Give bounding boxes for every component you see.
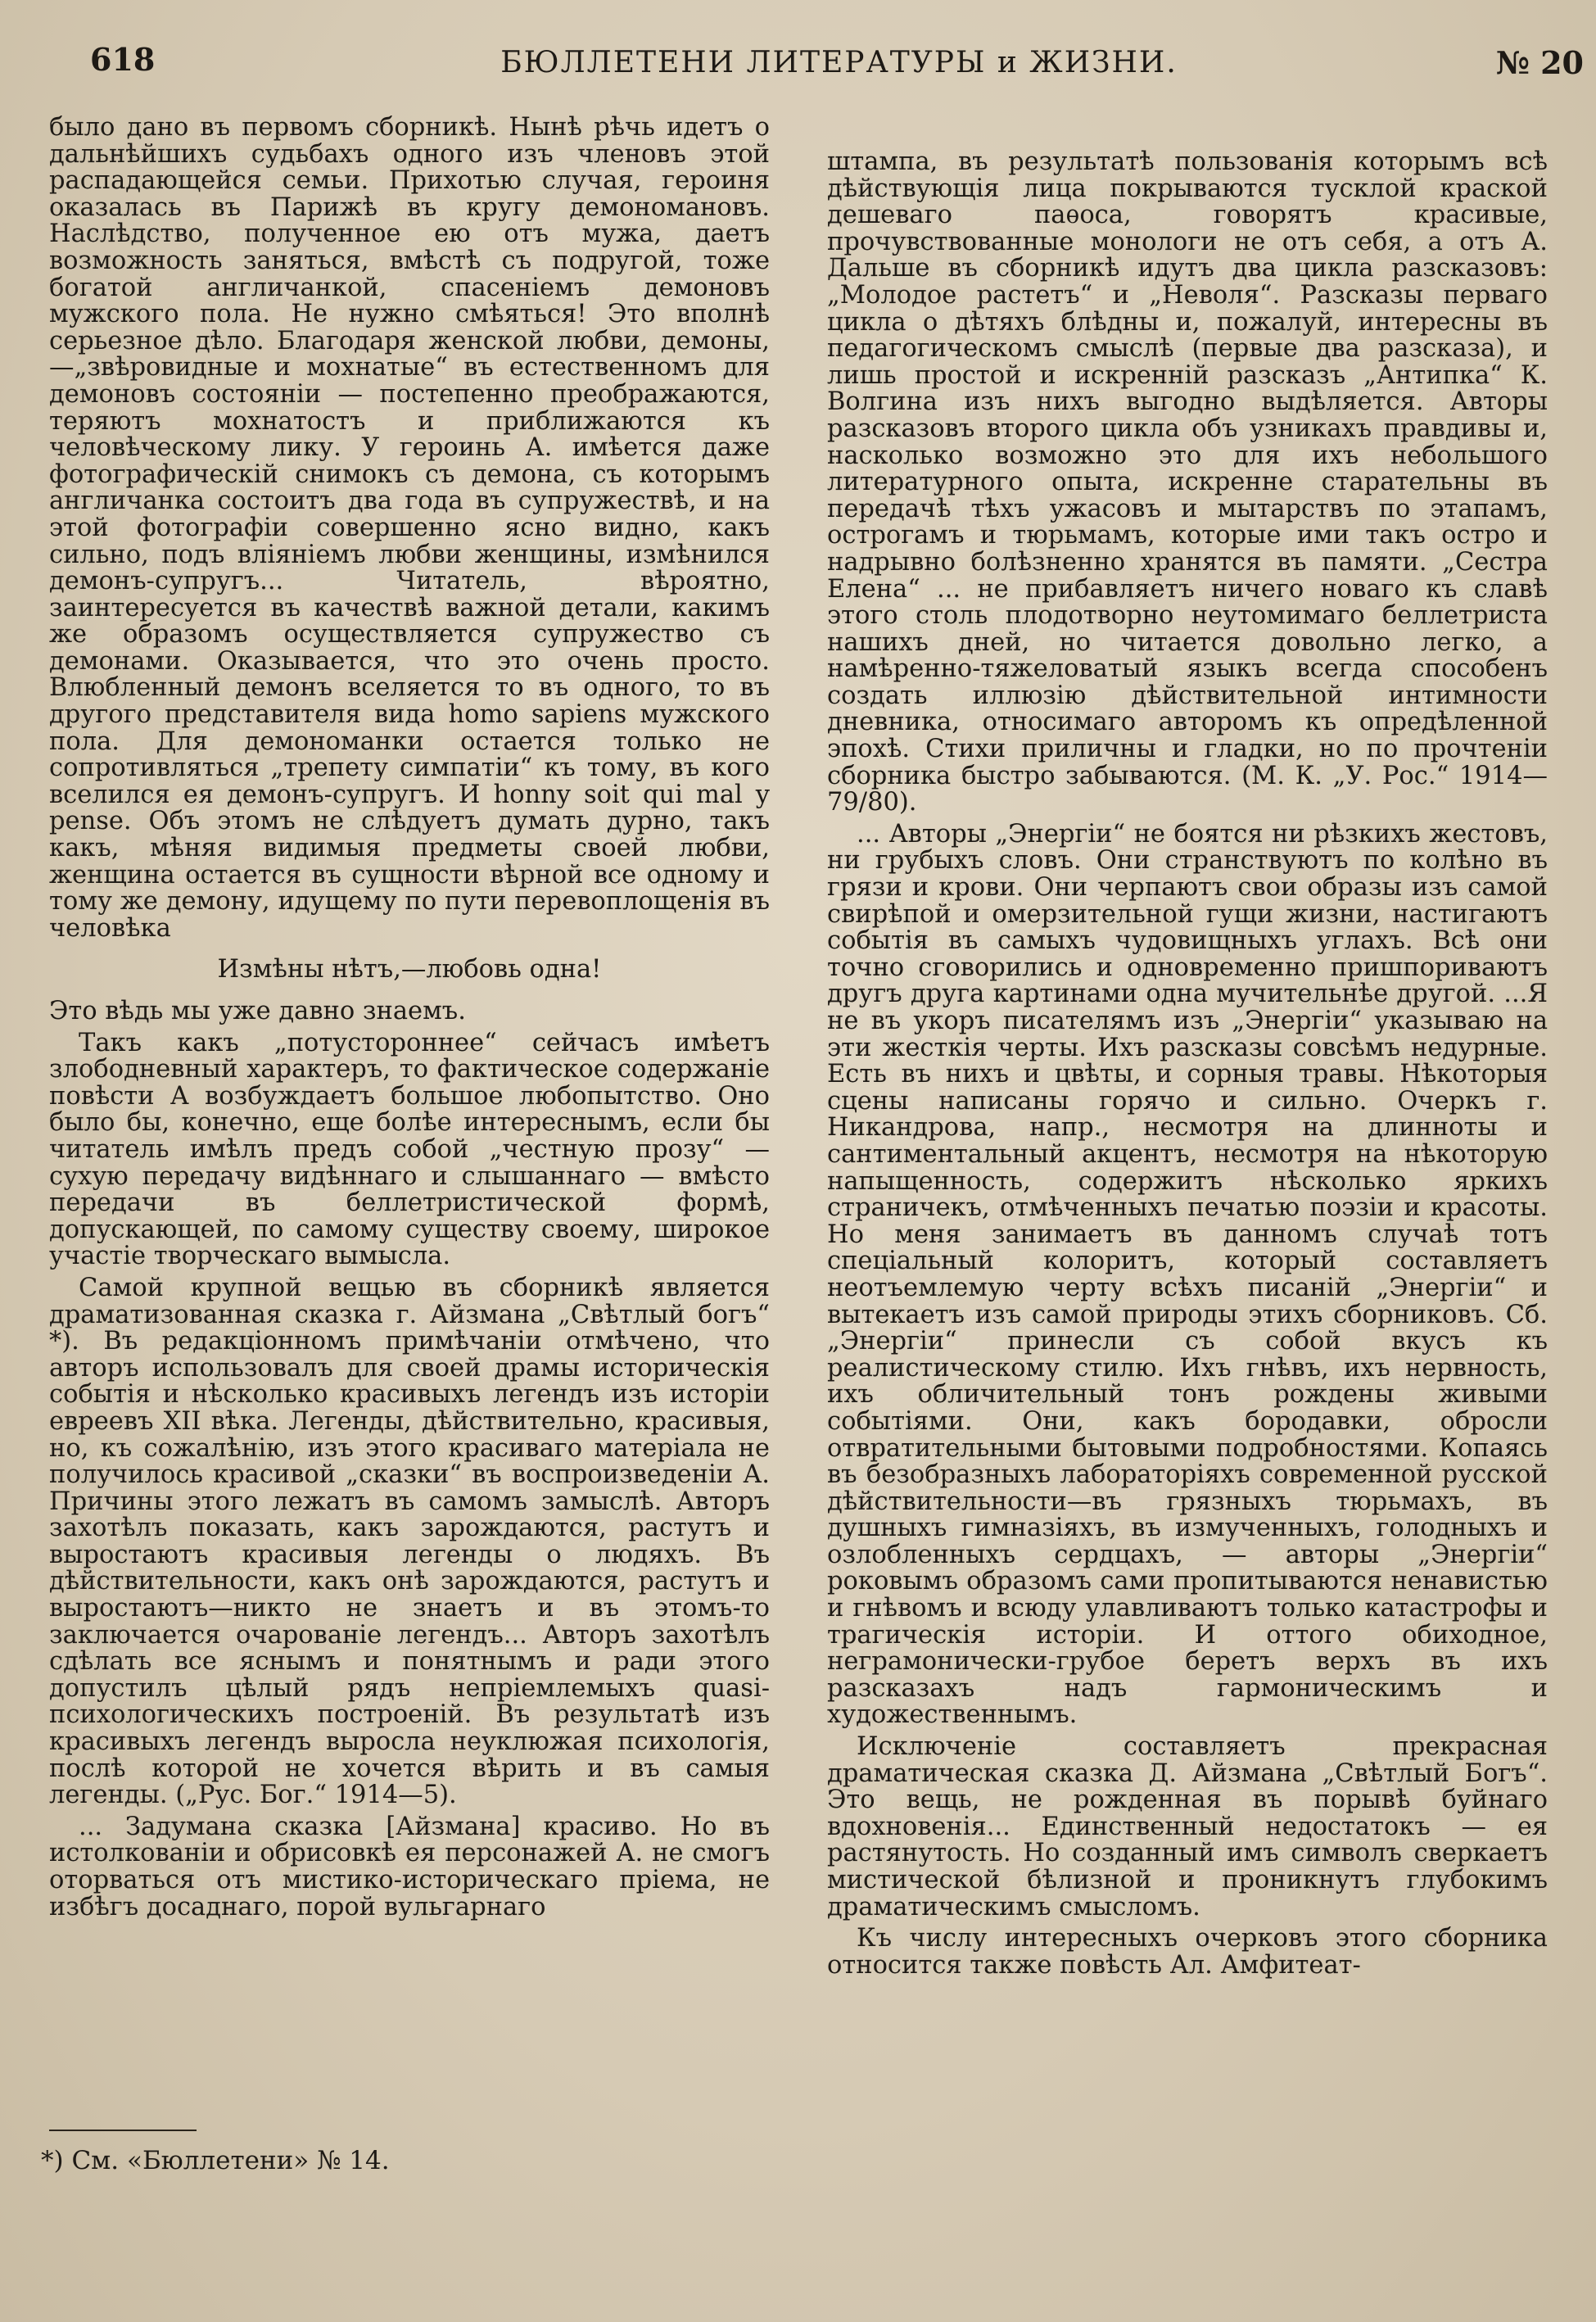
left-column (49, 115, 770, 1926)
quote-line: Измѣны нѣтъ,—любовь одна! (217, 955, 602, 984)
page-header (82, 25, 1596, 98)
footnote: *) См. «Бюллетени» № 14. (41, 2146, 390, 2175)
paragraph: штампа, въ результатѣ пользованія которымъ всѣ дѣйствующія лица покрываются тусклой краской дешеваго паѳоса, говорятъ красивые, прочувствованные монологи не отъ себя, а отъ А. Дальше въ сборникѣ идутъ два цикла разсказовъ: „Молодое растетъ“ и „Неволя“. Разсказы перваго цикла о дѣтяхъ блѣдны и, пожалуй, интересны въ педагогическомъ смыслѣ (первые два разсказа), и лишь простой и искренній разсказъ „Антипка“ К. Волгина изъ нихъ выгодно выдѣляется. Авторы разсказовъ второго цикла объ узникахъ правдивы и, насколько возможно это для ихъ небольшого литературного опыта, искренне старательны въ передачѣ тѣхъ ужасовъ и мытарствъ по этапамъ, острогамъ и тюрьмамъ, которые ими такъ остро и надрывно болѣзненно хранятся въ памяти. „Сестра Елена“ ... не прибавляетъ ничего новаго къ славѣ этого столь плодотворно неутомимаго беллетриста нашихъ дней, но читается довольно легко, а намѣренно-тяжеловатый языкъ всегда способенъ создать иллюзію дѣйствительной интимности дневника, относимаго авторомъ къ опредѣленной эпохѣ. Стихи приличны и гладки, но по прочтеніи сборника быстро забываются. (М. К. „У. Рос.“ 1914—79/80). (827, 147, 1548, 817)
page-number: 618 (90, 41, 156, 78)
paragraph: Это вѣдь мы уже давно знаемъ. (49, 997, 466, 1025)
running-title: БЮЛЛЕТЕНИ ЛИТЕРАТУРЫ и ЖИЗНИ. (500, 46, 1178, 79)
paragraph: Такъ какъ „потустороннее“ сейчасъ имѣетъ злободневный характеръ, то фактическое содержаніе повѣсти А возбуждаетъ большое любопытство. Оно было бы, конечно, еще болѣе интереснымъ, если бы читатель имѣлъ предъ собой „честную прозу“ — сухую передачу видѣннаго и слышаннаго — вмѣсто передачи въ беллетристической формѣ, допускающей, по самому существу своему, широкое участіе творческаго вымысла. (49, 1028, 770, 1271)
paragraph: Самой крупной вещью въ сборникѣ является драматизованная сказка г. Айзмана „Свѣтлый богъ“ *). Въ редакціонномъ примѣчаніи отмѣчено, что авторъ использовалъ для своей драмы историческія событія и нѣсколько красивыхъ легендъ изъ исторіи евреевъ XII вѣка. Легенды, дѣйствительно, красивыя, но, къ сожалѣнію, изъ этого красиваго матеріала не получилось красивой „сказки“ въ воспроизведеніи А. Причины этого лежатъ въ самомъ замыслѣ. Авторъ захотѣлъ показать, какъ зарождаются, растутъ и выростаютъ красивыя легенды о людяхъ. Въ дѣйствительности, какъ онѣ зарождаются, растутъ и выростаютъ—никто не знаетъ и въ этомъ-то заключается очарованіе легендъ... Авторъ захотѣлъ сдѣлать все яснымъ и понятнымъ и ради этого допустилъ цѣлый рядъ непріемлемыхъ quasi-психологическихъ построеній. Въ результатѣ изъ красивыхъ легендъ выросла неуклюжая психологія, послѣ которой не хочется вѣрить и въ самыя легенды. („Рус. Бог.“ 1914—5). (49, 1273, 770, 1810)
paragraph: Исключеніе составляетъ прекрасная драматическая сказка Д. Айзмана „Свѣтлый Богъ“. Это вещь, не рожденная въ порывѣ буйнаго вдохновенія... Единственный недостатокъ — ея растянутость. Но созданный имъ символъ сверкаетъ мистической бѣлизной и проникнутъ глубокимъ драматическимъ смысломъ. (827, 1732, 1548, 1921)
paragraph: было дано въ первомъ сборникѣ. Нынѣ рѣчь идетъ о дальнѣйшихъ судьбахъ одного изъ членовъ этой распадающейся семьи. Прихотью случая, героиня оказалась въ Парижѣ въ кругу демономановъ. Наслѣдство, полученное ею отъ мужа, даетъ возможность заняться, вмѣстѣ съ подругой, тоже богатой англичанкой, спасеніемъ демоновъ мужского пола. Не нужно смѣяться! Это вполнѣ серьезное дѣло. Благодаря женской любви, демоны,—„звѣровидные и мохнатые“ въ естественномъ для демоновъ состояніи — постепенно преображаются, теряютъ мохнатостъ и приближаются къ человѣческому лику. У героинь А. имѣется даже фотографическій снимокъ съ демона, съ которымъ англичанка состоитъ два года въ супружествѣ, и на этой фотографіи совершенно ясно видно, какъ сильно, подъ вліяніемъ любви женщины, измѣнился демонъ-супругъ... Читатель, вѣроятно, заинтересуется въ качествѣ важной детали, какимъ же образомъ осуществляется супружество съ демонами. Оказывается, что это очень просто. Влюбленный демонъ вселяется то въ одного, то въ другого представителя вида homo sapiens мужского пола. Для демономанки остается только не сопротивляться „трепету симпатіи“ къ тому, въ кого вселился ея демонъ-супругъ. И honny soit qui mal y pense. Объ этомъ не слѣдуетъ думать дурно, такъ какъ, мѣняя видимыя предметы своей любви, женщина остается въ сущности вѣрной все одному и тому же демону, идущему по пути перевоплощенія въ человѣка (49, 113, 770, 943)
footnote-divider (49, 2130, 197, 2131)
issue-number: № 20 (1495, 44, 1584, 81)
paragraph: ... Задумана сказка [Айзмана] красиво. Но въ истолкованіи и обрисовкѣ ея персонажей А. не смогъ оторваться отъ мистико-историческаго пріема, не избѣгъ досаднаго, порой вульгарнаго (49, 1812, 770, 1921)
paragraph: Къ числу интересныхъ очерковъ этого сборника относится также повѣсть Ал. Амфитеат- (827, 1924, 1548, 1980)
right-column (827, 149, 1548, 1984)
paragraph: ... Авторы „Энергіи“ не боятся ни рѣзкихъ жестовъ, ни грубыхъ словъ. Они странствуютъ по колѣно въ грязи и крови. Они черпаютъ свои образы изъ самой свирѣпой и омерзительной гущи жизни, настигаютъ событія въ самыхъ чудовищныхъ углахъ. Всѣ они точно сговорились и одновременно пришпориваютъ другъ друга картинами одна мучительнѣе другой. ...Я не въ укоръ писателямъ изъ „Энергіи“ указываю на эти жесткія черты. Ихъ разсказы совсѣмъ недурные. Есть въ нихъ и цвѣты, и сорныя травы. Нѣкоторыя сцены написаны горячо и сильно. Очеркъ г. Никандрова, напр., несмотря на длинноты и сантиментальный акцентъ, несмотря на нѣкоторую напыщенность, содержитъ нѣсколько яркихъ страничекъ, отмѣченныхъ печатью поэзіи и красоты. Но меня занимаетъ въ данномъ случаѣ тотъ спеціальный колоритъ, который составляетъ неотъемлемую черту всѣхъ писаній „Энергіи“ и вытекаетъ изъ самой природы этихъ сборниковъ. Сб. „Энергіи“ принесли съ собой вкусъ къ реалистическому стилю. Ихъ гнѣвъ, ихъ нервность, ихъ обличительный тонъ рождены живыми событіями. Они, какъ бородавки, обросли отвратительными бытовыми подробностями. Копаясь въ безобразныхъ лабораторіяхъ современной русской дѣйствительности—въ грязныхъ тюрьмахъ, въ душныхъ гимназіяхъ, въ измученныхъ, голодныхъ и озлобленныхъ сердцахъ, — авторы „Энергіи“ роковымъ образомъ сами пропитываются ненавистью и гнѣвомъ и всюду улавливаютъ только катастрофы и трагическія исторіи. И оттого обиходное, неграмонически-грубое беретъ верхъ въ ихъ разсказахъ надъ гармоническимъ и художественнымъ. (827, 819, 1548, 1730)
